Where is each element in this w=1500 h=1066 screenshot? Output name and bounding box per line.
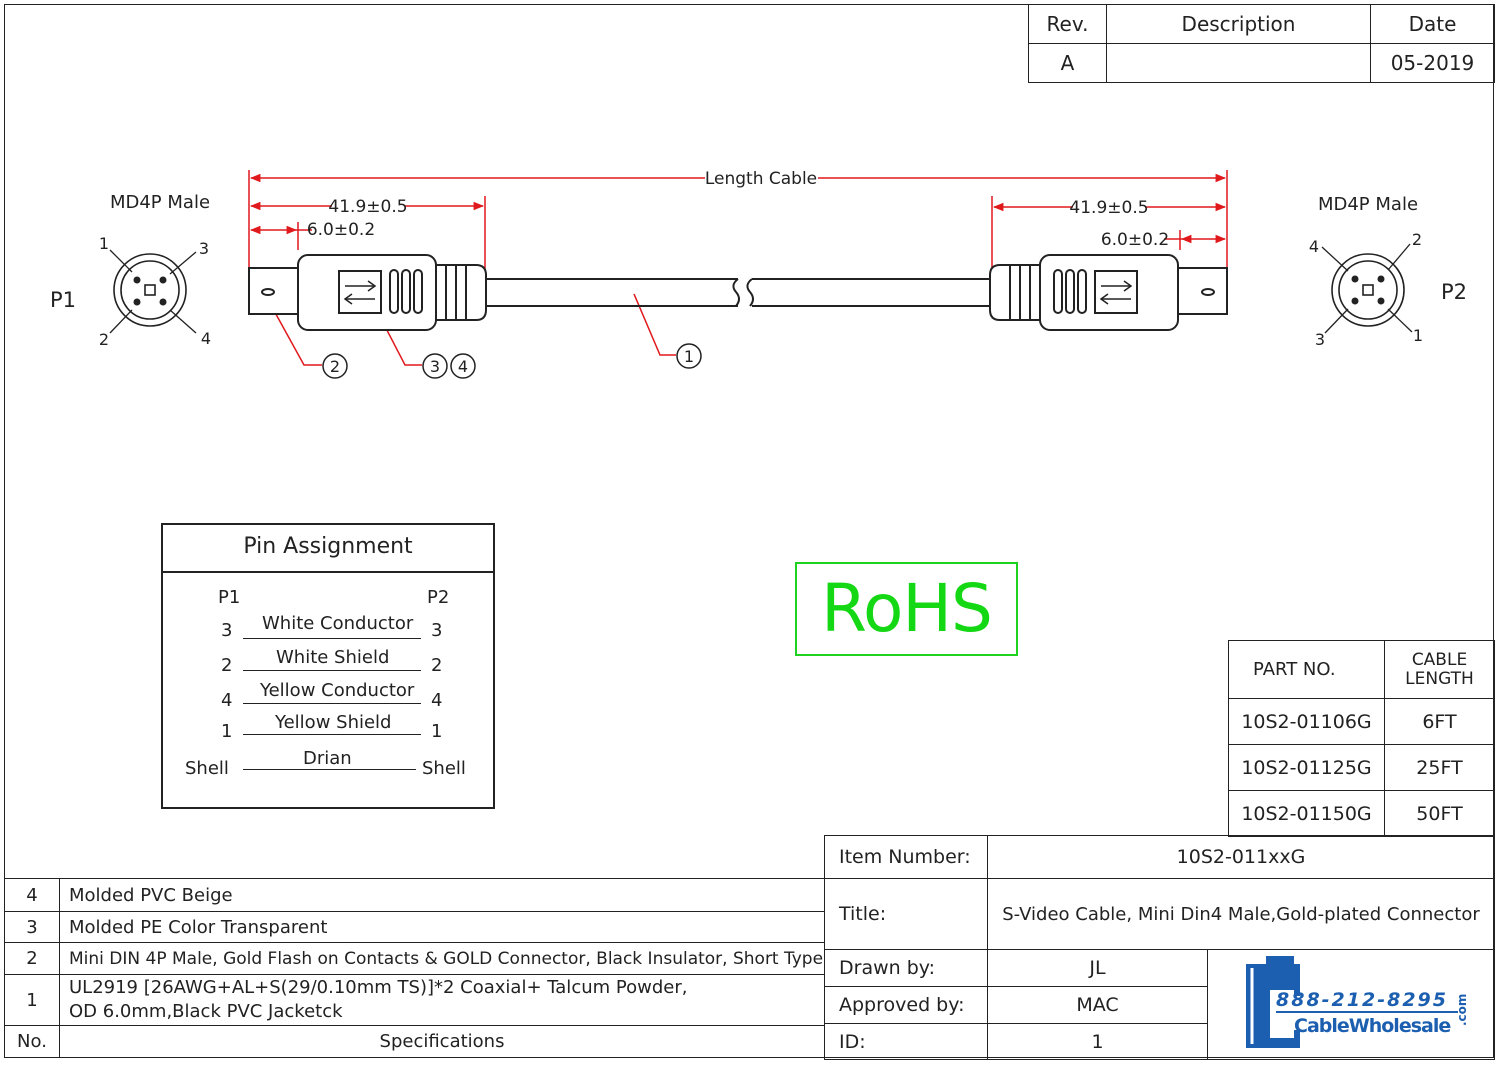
spec-row-4-no: 4 xyxy=(5,879,60,912)
logo-phone: 888-212-8295 xyxy=(1276,989,1448,1011)
pin-row-1-left: 3 xyxy=(221,620,233,641)
right-connector xyxy=(990,255,1227,330)
pin-row-3-label: Yellow Conductor xyxy=(260,680,415,701)
spec-row-1-text: UL2919 [26AWG+AL+S(29/0.10mm TS)]*2 Coaxial+ Talcum Powder, xyxy=(69,977,688,998)
part-row-3-part: 10S2-01150G xyxy=(1229,791,1385,837)
part-row-1-part: 10S2-01106G xyxy=(1229,699,1385,745)
part-row-2-length: 25FT xyxy=(1385,745,1495,791)
date-value: 05-2019 xyxy=(1371,44,1495,83)
callout-2: 2 xyxy=(329,357,341,376)
title-label: Title: xyxy=(825,879,988,950)
spec-row-3-text: Molded PE Color Transparent xyxy=(60,912,825,943)
part-row-1-length: 6FT xyxy=(1385,699,1495,745)
svg-text:4: 4 xyxy=(200,329,212,348)
specifications-table xyxy=(4,878,825,1058)
pin-row-5-left: Shell xyxy=(185,758,229,779)
svg-text:2: 2 xyxy=(98,330,110,349)
pin-row-5-label: Drian xyxy=(303,748,352,769)
id-label: ID: xyxy=(825,1024,988,1060)
pin-assignment-box xyxy=(161,523,495,809)
svg-text:3: 3 xyxy=(1314,330,1326,349)
spec-no-header: No. xyxy=(5,1026,60,1058)
part-number-table xyxy=(1228,640,1495,837)
length-cable-label: Length Cable xyxy=(704,169,818,189)
cable-drawing xyxy=(0,0,1500,520)
pin-row-2-label: White Shield xyxy=(276,647,390,668)
part-no-header: PART NO. xyxy=(1229,641,1385,699)
pin-row-4-left: 1 xyxy=(221,721,233,742)
spec-row-1-text-2: OD 6.0mm,Black PVC Jacketck xyxy=(69,1001,343,1022)
approved-by-label: Approved by: xyxy=(825,987,988,1024)
rev-value: A xyxy=(1029,44,1107,83)
pin-assignment-title: Pin Assignment xyxy=(163,525,493,573)
logo-cell xyxy=(1208,950,1495,1060)
pin-row-1-right: 3 xyxy=(431,620,443,641)
pin-row-4-right: 1 xyxy=(431,721,443,742)
spec-row-2-no: 2 xyxy=(5,943,60,975)
right-md4p-face xyxy=(1309,194,1467,349)
date-header: Date xyxy=(1371,5,1495,44)
part-row-3-length: 50FT xyxy=(1385,791,1495,837)
svg-text:MD4P Male: MD4P Male xyxy=(1317,194,1419,215)
spec-row-4-text: Molded PVC Beige xyxy=(60,879,825,912)
callout-1: 1 xyxy=(683,347,695,366)
title-block xyxy=(824,835,1495,1060)
svg-text:3: 3 xyxy=(198,239,210,258)
left-md4p-face xyxy=(50,192,211,349)
pin-row-3-right: 4 xyxy=(431,690,443,711)
spec-row-1-no: 1 xyxy=(5,975,60,1026)
p2-header: P2 xyxy=(427,587,450,608)
title-value: S-Video Cable, Mini Din4 Male,Gold-plated Connector xyxy=(988,879,1495,950)
cablewholesale-logo xyxy=(1208,950,1478,1054)
drawn-by-label: Drawn by: xyxy=(825,950,988,987)
callout-4: 4 xyxy=(457,357,469,376)
svg-text:1: 1 xyxy=(98,234,110,253)
logo-brand: CableWholesale xyxy=(1294,1015,1451,1037)
dim-left-short: 6.0±0.2 xyxy=(306,220,376,240)
cable-body xyxy=(486,279,992,306)
svg-text:P2: P2 xyxy=(1440,280,1468,304)
left-connector xyxy=(249,255,486,330)
p1-header: P1 xyxy=(218,587,241,608)
dim-right-long: 41.9±0.5 xyxy=(1069,198,1149,218)
svg-text:1: 1 xyxy=(1412,326,1424,345)
spec-row-3-no: 3 xyxy=(5,912,60,943)
svg-text:MD4P Male: MD4P Male xyxy=(109,192,211,213)
pin-row-5-right: Shell xyxy=(422,758,466,779)
dim-right-short: 6.0±0.2 xyxy=(1100,230,1170,250)
approved-by-value: MAC xyxy=(988,987,1208,1024)
id-value: 1 xyxy=(988,1024,1208,1060)
pin-row-2-left: 2 xyxy=(221,655,233,676)
item-number-value: 10S2-011xxG xyxy=(988,836,1495,879)
part-row-2-part: 10S2-01125G xyxy=(1229,745,1385,791)
pin-row-4-label: Yellow Shield xyxy=(275,712,392,733)
pin-row-3-left: 4 xyxy=(221,690,233,711)
rohs-mark: RoHS xyxy=(795,562,1018,656)
pin-row-2-right: 2 xyxy=(431,655,443,676)
callouts xyxy=(323,344,701,378)
pin-row-1-label: White Conductor xyxy=(262,613,414,634)
svg-text:P1: P1 xyxy=(49,288,77,312)
dim-left-long: 41.9±0.5 xyxy=(328,197,408,217)
description-header: Description xyxy=(1107,5,1371,44)
svg-text:2: 2 xyxy=(1411,230,1423,249)
rev-header: Rev. xyxy=(1029,5,1107,44)
cable-length-header: CABLE LENGTH xyxy=(1385,641,1495,699)
spec-header: Specifications xyxy=(60,1026,825,1058)
callout-3: 3 xyxy=(429,357,441,376)
item-number-label: Item Number: xyxy=(825,836,988,879)
spec-row-2-text: Mini DIN 4P Male, Gold Flash on Contacts & GOLD Connector, Black Insulator, Short Type xyxy=(60,943,825,975)
drawn-by-value: JL xyxy=(988,950,1208,987)
svg-text:4: 4 xyxy=(1308,237,1320,256)
logo-suffix: .com xyxy=(1455,993,1469,1026)
